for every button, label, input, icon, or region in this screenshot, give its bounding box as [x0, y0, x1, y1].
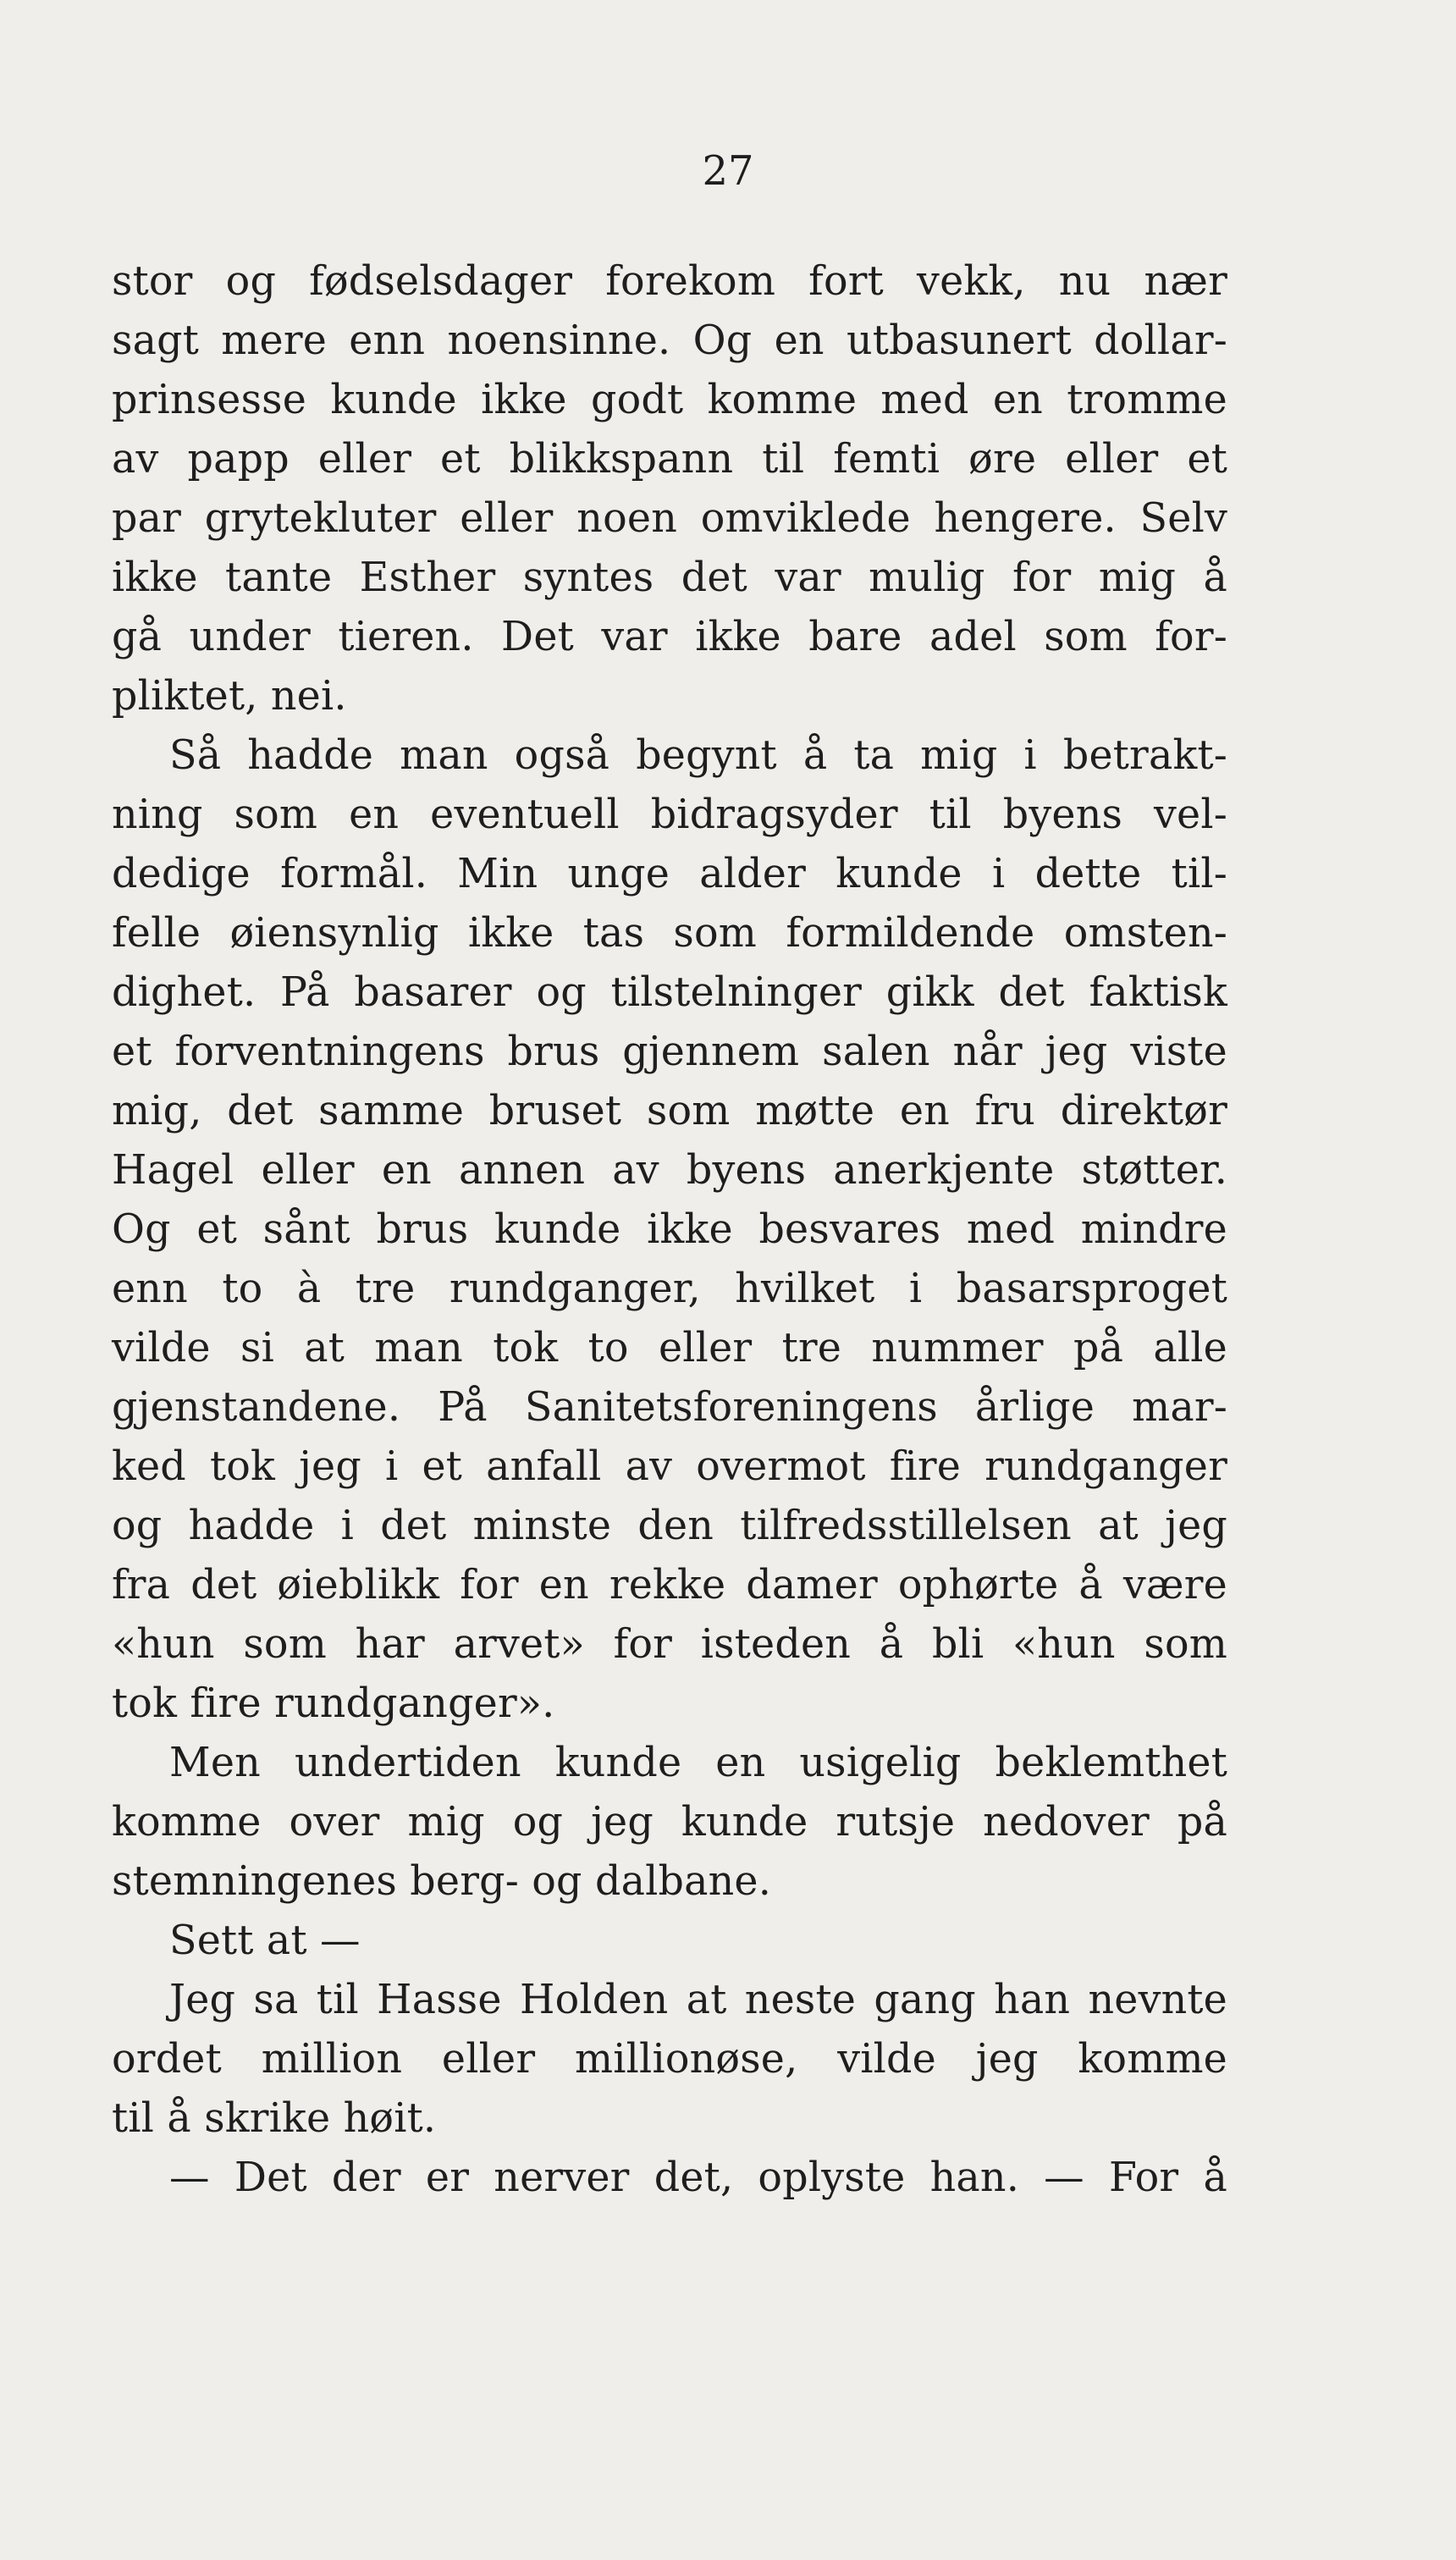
text-line: tok fire rundganger». [112, 1680, 555, 1727]
paragraph [112, 252, 1227, 726]
text-line: dighet. På basarer og tilstelninger gikk det faktisk [112, 969, 1227, 1016]
page-number: 27 [702, 147, 754, 195]
text-line: stemningenes berg- og dalbane. [112, 1858, 772, 1905]
text-line: Hagel eller en annen av byens anerkjente støtter. [112, 1147, 1227, 1194]
text-line: stor og fødselsdager forekom fort vekk, nu nær [112, 258, 1227, 305]
text-line: mig, det samme bruset som møtte en fru direktør [112, 1088, 1227, 1134]
text-line: av papp eller et blikkspann til femti øre eller et [112, 436, 1227, 483]
text-line: gjenstandene. På Sanitetsforeningens årlige mar- [112, 1384, 1227, 1431]
text-line: ikke tante Esther syntes det var mulig for mig å [112, 554, 1227, 601]
paragraph [112, 1971, 1227, 2149]
text-line: par grytekluter eller noen omviklede hengere. Selv [112, 495, 1227, 542]
paragraph [112, 1912, 1227, 1971]
text-line: Men undertiden kunde en usigelig beklemthet [169, 1740, 1227, 1786]
text-line: fra det øieblikk for en rekke damer ophørte å være [112, 1562, 1227, 1608]
text-line: og hadde i det minste den tilfredsstillelsen at jeg [112, 1503, 1227, 1549]
text-line: ordet million eller millionøse, vilde jeg komme [112, 2036, 1227, 2083]
text-line: Og et sånt brus kunde ikke besvares med mindre [112, 1206, 1227, 1253]
body-text [112, 252, 1227, 2208]
text-line: Sett at — [169, 1917, 361, 1964]
text-line: sagt mere enn noensinne. Og en utbasunert dollar- [112, 317, 1227, 364]
paragraph [112, 726, 1227, 1734]
text-line: felle øiensynlig ikke tas som formildende omsten- [112, 910, 1227, 957]
text-line: Jeg sa til Hasse Holden at neste gang han nevnte [169, 1977, 1227, 2023]
text-line: — Det der er nerver det, oplyste han. — For å [169, 2154, 1227, 2201]
paragraph [112, 1734, 1227, 1912]
text-line: pliktet, nei. [112, 673, 347, 720]
text-line: Så hadde man også begynt å ta mig i betrakt- [169, 732, 1227, 779]
text-line: gå under tieren. Det var ikke bare adel som for- [112, 614, 1227, 660]
text-line: «hun som har arvet» for isteden å bli «hun som [112, 1621, 1227, 1668]
text-line: ked tok jeg i et anfall av overmot fire rundganger [112, 1443, 1227, 1490]
text-line: ning som en eventuell bidragsyder til byens vel- [112, 792, 1227, 838]
paragraph [112, 2149, 1227, 2208]
text-line: vilde si at man tok to eller tre nummer på alle [112, 1325, 1227, 1371]
text-line: til å skrike høit. [112, 2095, 437, 2142]
text-line: et forventningens brus gjennem salen når jeg viste [112, 1029, 1227, 1075]
text-line: prinsesse kunde ikke godt komme med en tromme [112, 377, 1227, 423]
text-line: komme over mig og jeg kunde rutsje nedover på [112, 1799, 1227, 1846]
text-line: dedige formål. Min unge alder kunde i dette til- [112, 851, 1227, 897]
text-line: enn to à tre rundganger, hvilket i basarsproget [112, 1266, 1227, 1312]
